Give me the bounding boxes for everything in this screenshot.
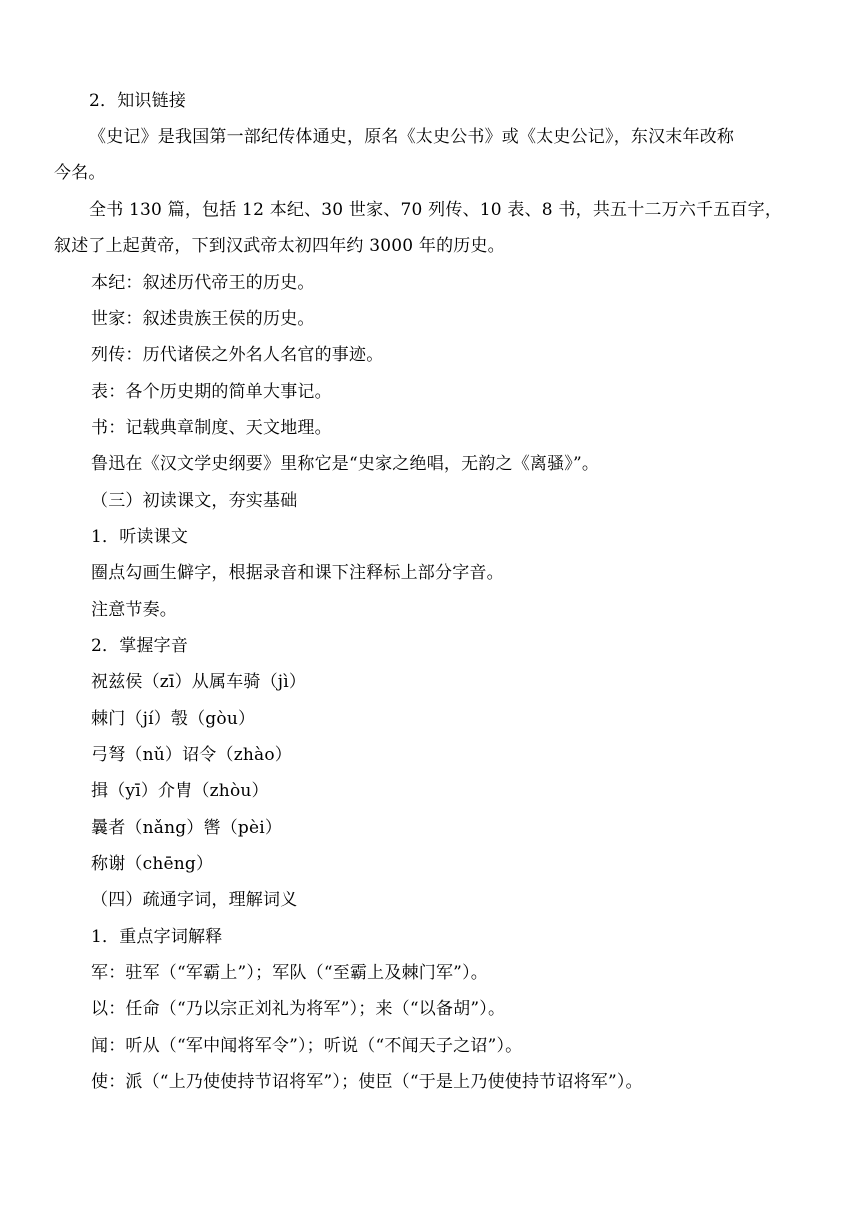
subsection-heading: 1．听读课文 [91, 527, 189, 547]
list-item: 世家：叙述贵族王侯的历史。 [91, 309, 315, 329]
section-heading-knowledge-link: 2．知识链接 [89, 91, 187, 111]
list-item: 本纪：叙述历代帝王的历史。 [91, 273, 315, 293]
subsection-heading: 2．掌握字音 [91, 636, 189, 656]
paragraph-line: 全书 130 篇，包括 12 本纪、30 世家、70 列传、10 表、8 书，共五十二万六千五百字， [89, 200, 783, 220]
paragraph-line: 叙述了上起黄帝，下到汉武帝太初四年约 3000 年的历史。 [54, 236, 505, 256]
pronunciation-line: 称谢（chēng） [91, 854, 214, 874]
pronunciation-line: 揖（yī）介胄（zhòu） [91, 781, 269, 801]
pronunciation-line: 祝兹侯（zī）从属车骑（jì） [91, 672, 307, 692]
list-item: 列传：历代诸侯之外名人名官的事迹。 [91, 345, 384, 365]
paragraph-line: 今名。 [54, 163, 106, 183]
subsection-heading: 1．重点字词解释 [91, 927, 223, 947]
paragraph-line: 注意节奏。 [91, 600, 177, 620]
definition-line: 闻：听从（“军中闻将军令”）；听说（“不闻天子之诏”）。 [91, 1036, 523, 1056]
pronunciation-line: 弓弩（nǔ）诏令（zhào） [91, 745, 292, 765]
list-item: 书：记载典章制度、天文地理。 [91, 418, 332, 438]
definition-line: 使：派（“上乃使使持节诏将军”）；使臣（“于是上乃使使持节诏将军”）。 [91, 1072, 643, 1092]
list-item: 表：各个历史期的简单大事记。 [91, 382, 332, 402]
definition-line: 以：任命（“乃以宗正刘礼为将军”）；来（“以备胡”）。 [91, 999, 506, 1019]
paragraph-line: 鲁迅在《汉文学史纲要》里称它是“史家之绝唱，无韵之《离骚》”。 [91, 454, 600, 474]
paragraph-line: 圈点勾画生僻字，根据录音和课下注释标上部分字音。 [91, 563, 504, 583]
pronunciation-line: 棘门（jí）彀（gòu） [91, 709, 256, 729]
paragraph-line: 《史记》是我国第一部纪传体通史，原名《太史公书》或《太史公记》，东汉末年改称 [89, 127, 735, 147]
definition-line: 军：驻军（“军霸上”）；军队（“至霸上及棘门军”）。 [91, 963, 488, 983]
section-heading-first-reading: （三）初读课文，夯实基础 [91, 491, 298, 511]
section-heading-vocabulary: （四）疏通字词，理解词义 [91, 890, 298, 910]
pronunciation-line: 曩者（nǎng）辔（pèi） [91, 818, 283, 838]
